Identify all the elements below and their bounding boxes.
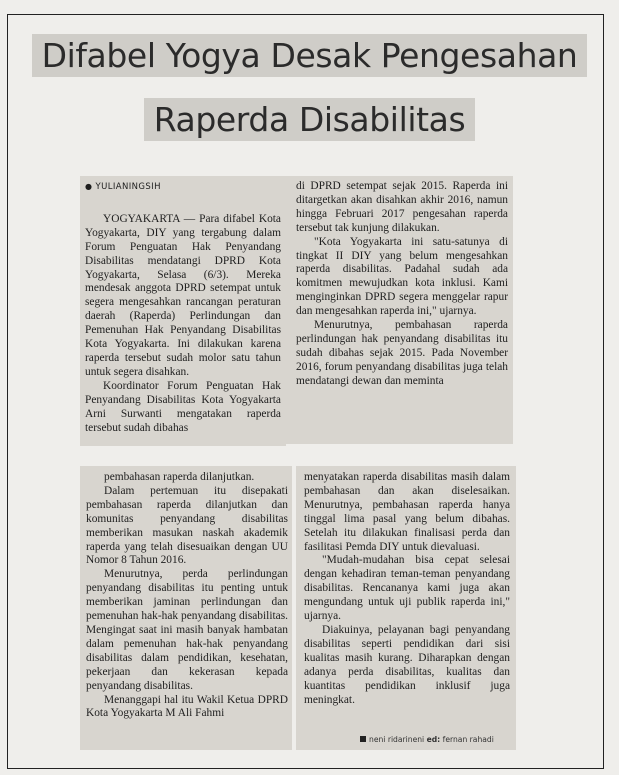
paragraph: menyatakan raperda disabilitas masih dalam pembahasan dan akan diselesaikan. Menurutnya, pembahasan raperda hanya tinggal lima pasal yang belum dibahas. Setelah itu dilakukan finalisasi perda dan fasilitasi Pemda DIY untuk dievaluasi. xyxy=(304,471,510,553)
paragraph: pembahasan raperda dilanjutkan. xyxy=(104,471,255,483)
paragraph: Menanggapi hal itu Wakil Ketua DPRD Kota Yogyakarta M Ali Fahmi xyxy=(86,693,288,720)
headline-text-1: Difabel Yogya Desak Pengesahan xyxy=(32,34,588,77)
bullet-icon: ● xyxy=(85,182,93,191)
paragraph: "Mudah-mudahan bisa cepat selesai dengan kehadiran teman-teman penyandang disabilitas. Rencananya kami juga akan mengundang untuk uji publik raperda ini," ujarnya. xyxy=(304,554,510,623)
paragraph: YOGYAKARTA — Para difabel Kota Yogyakarta, DIY yang tergabung dalam Forum Penguatan Hak Penyandang Disabilitas mendatangi DPRD Kota Yogyakarta, Selasa (6/3). Mereka mendesak anggota DPRD setempat untuk segera mengesahkan rancangan peraturan daerah (Raperda) Perlindungan dan Pemenuhan Hak Penyandang Disabilitas Kota Yogyakarta. Ini dilakukan karena raperda tersebut sudah molor satu tahun untuk segera disahkan. xyxy=(85,212,281,378)
column-bottom-right xyxy=(304,471,510,707)
paragraph: "Kota Yogyakarta ini satu-satunya di tingkat II DIY yang belum mengesahkan raperda disabilitas. Padahal sudah ada komitmen mewujudkan kota inklusi. Kami menginginkan DPRD segera menggelar rapur dan mengesahkan raperda ini," ujarnya. xyxy=(296,235,508,318)
headline-text-2: Raperda Disabilitas xyxy=(144,98,476,141)
credit-editor: fernan rahadi xyxy=(442,735,494,744)
article-credit xyxy=(360,735,494,744)
headline-line-1 xyxy=(0,34,619,78)
column-bottom-left xyxy=(86,471,288,721)
column-top-left xyxy=(85,180,281,435)
column-top-right xyxy=(296,180,508,389)
byline-name: YULIANINGSIH xyxy=(95,182,161,192)
paragraph: Dalam pertemuan itu disepakati pembahasan raperda dilanjutkan dan komunitas penyandang disabilitas memberikan masukan naskah akademik raperda yang telah disesuaikan dengan UU Nomor 8 Tahun 2016. xyxy=(86,484,288,567)
paragraph: Menurutnya, perda perlindungan penyandang disabilitas itu penting untuk memberikan jaminan perlindungan dan pemenuhan hak-hak penyandang disabilitas. Mengingat saat ini masih banyak hambatan dalam pemenuhan hak-hak penyandang disabilitas dalam pendidikan, kesehatan, pekerjaan dan kekerasan kepada penyandang disabilitas. xyxy=(86,568,288,692)
credit-author: neni ridarineni xyxy=(369,735,425,744)
paragraph: Menurutnya, pembahasan raperda perlindungan hak penyandang disabilitas itu sudah dibahas sejak 2015. Pada November 2016, forum penyandang disabilitas juga telah mendatangi dewan dan meminta xyxy=(296,319,508,387)
paragraph: Diakuinya, pelayanan bagi penyandang disabilitas seperti pendidikan dari sisi kualitas masih kurang. Diharapkan dengan adanya perda disabilitas, kualitas dan kuantitas pendidikan inklusif juga meningkat. xyxy=(304,623,510,706)
paragraph: di DPRD setempat sejak 2015. Raperda ini ditargetkan akan disahkan akhir 2016, namun hingga Februari 2017 pengesahan raperda tersebut tak kunjung dilakukan. xyxy=(296,180,508,234)
headline-line-2 xyxy=(0,98,619,142)
byline xyxy=(85,180,281,195)
credit-ed-label: ed: xyxy=(426,735,441,744)
square-bullet-icon xyxy=(360,736,366,742)
paragraph: Koordinator Forum Penguatan Hak Penyandang Disabilitas Kota Yogyakarta Arni Surwanti mengatakan raperda tersebut sudah dibahas xyxy=(85,379,281,434)
